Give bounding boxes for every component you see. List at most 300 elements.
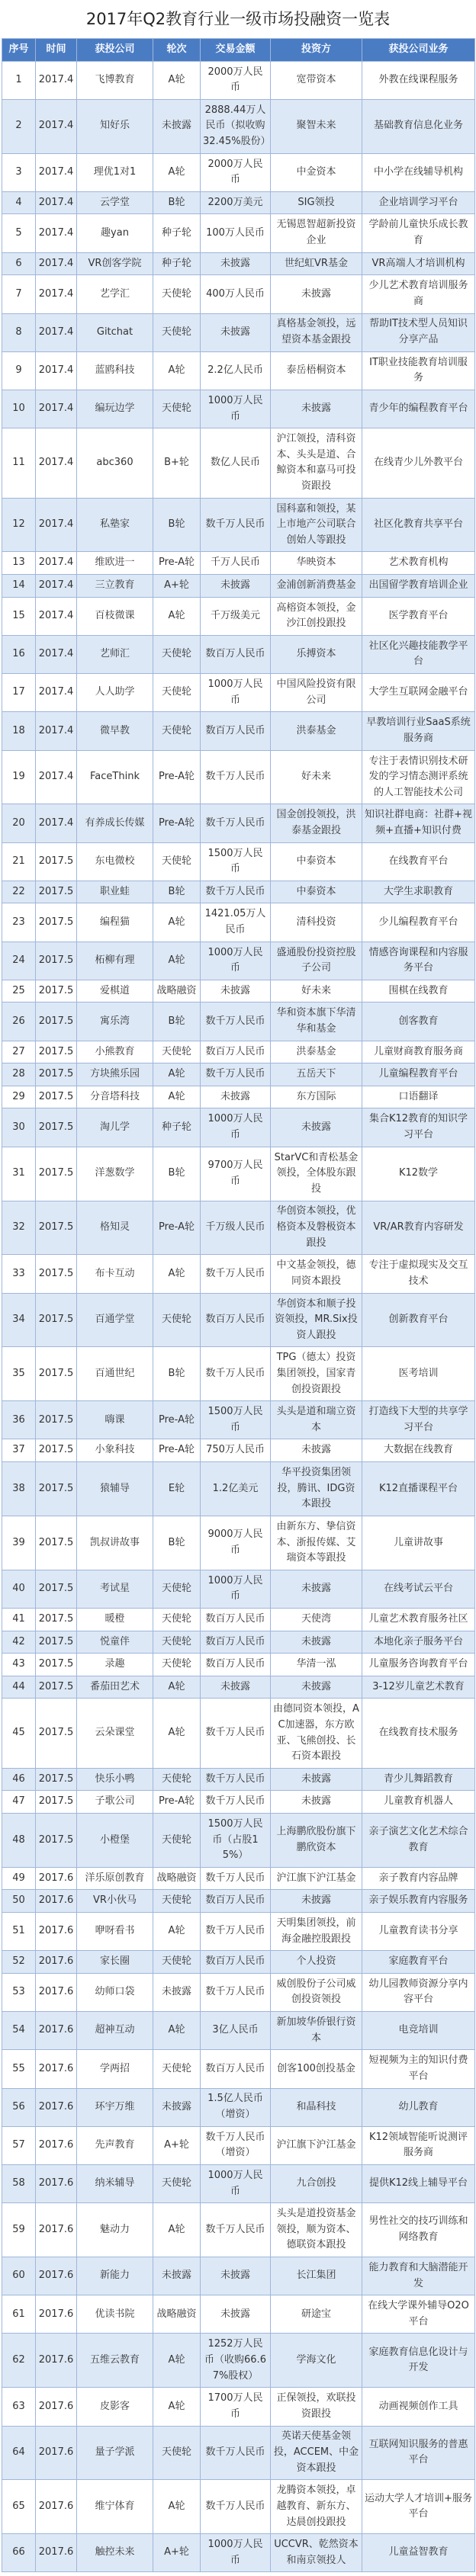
cell-round: 战略融资 <box>153 980 201 1002</box>
cell-index: 26 <box>2 1002 36 1041</box>
cell-date: 2017.4 <box>36 252 77 275</box>
cell-round: 天使轮 <box>153 1814 201 1868</box>
cell-date: 2017.5 <box>36 1147 77 1201</box>
cell-amount: 未披露 <box>201 2257 271 2295</box>
cell-round: A+轮 <box>153 2534 201 2572</box>
cell-investor: 由新东方、挚信资本、浙报传媒、艾瑞资本等跟投 <box>271 1516 362 1570</box>
cell-index: 59 <box>2 2203 36 2257</box>
cell-investor: 天使湾 <box>271 1608 362 1631</box>
cell-date: 2017.6 <box>36 2388 77 2426</box>
cell-company: Gitchat <box>77 313 153 351</box>
cell-company: 有养成长传媒 <box>77 804 153 842</box>
cell-index: 50 <box>2 1890 36 1913</box>
cell-amount: 未披露 <box>201 2295 271 2334</box>
cell-amount: 数千万人民币 <box>201 1063 271 1086</box>
cell-round: B轮 <box>153 1347 201 1401</box>
cell-business: 青少儿舞蹈教育 <box>362 1768 475 1791</box>
cell-business: 艺术教育机构 <box>362 552 475 575</box>
table-row <box>2 597 475 635</box>
cell-index: 52 <box>2 1951 36 1974</box>
table-row <box>2 2257 475 2295</box>
column-header-business: 获投公司业务 <box>362 39 475 62</box>
cell-amount: 2888.44万人民币（拟收购32.45%股份） <box>201 99 271 153</box>
cell-date: 2017.6 <box>36 2203 77 2257</box>
cell-investor: 中国风险投资有限公司 <box>271 674 362 712</box>
cell-investor: 未披露 <box>271 1570 362 1608</box>
cell-investor: 未披露 <box>271 275 362 313</box>
cell-business: 创客教育 <box>362 1002 475 1041</box>
cell-amount: 1000万人民币 <box>201 1108 271 1147</box>
cell-business: 少儿编程教育平台 <box>362 903 475 942</box>
cell-company: 悦童伴 <box>77 1631 153 1654</box>
cell-business: 口语翻译 <box>362 1086 475 1108</box>
cell-investor: 未披露 <box>271 1768 362 1791</box>
cell-index: 13 <box>2 552 36 575</box>
cell-index: 18 <box>2 712 36 750</box>
cell-date: 2017.5 <box>36 1108 77 1147</box>
cell-amount: 数千万人民币 <box>201 1913 271 1951</box>
cell-amount: 750万人民币 <box>201 1439 271 1462</box>
cell-index: 16 <box>2 635 36 673</box>
cell-round: 天使轮 <box>153 842 201 881</box>
cell-index: 63 <box>2 2388 36 2426</box>
cell-date: 2017.6 <box>36 2050 77 2088</box>
table-row <box>2 1086 475 1108</box>
cell-business: IT职业技能教育培训服务 <box>362 351 475 390</box>
cell-index: 17 <box>2 674 36 712</box>
cell-index: 33 <box>2 1255 36 1293</box>
cell-index: 20 <box>2 804 36 842</box>
cell-round: 战略融资 <box>153 1867 201 1890</box>
cell-index: 19 <box>2 750 36 804</box>
cell-business: 中小学在线辅导机构 <box>362 153 475 191</box>
cell-company: 洋乐原创教育 <box>77 1867 153 1890</box>
cell-business: 儿童益智教育 <box>362 2534 475 2572</box>
cell-amount: 100万人民币 <box>201 214 271 252</box>
cell-business: 幼儿园教师资源分享内容平台 <box>362 1973 475 2011</box>
cell-business: 在线教育技术服务 <box>362 1699 475 1768</box>
cell-company: 百通学堂 <box>77 1293 153 1347</box>
table-row <box>2 428 475 498</box>
cell-investor: 新加坡华侨银行资本 <box>271 2012 362 2050</box>
cell-index: 46 <box>2 1768 36 1791</box>
cell-investor: 宽带资本 <box>271 61 362 99</box>
cell-company: 考试星 <box>77 1570 153 1608</box>
table-row <box>2 804 475 842</box>
cell-business: 在线青少儿外教平台 <box>362 428 475 498</box>
cell-business: 儿童教育机器人 <box>362 1791 475 1814</box>
cell-date: 2017.5 <box>36 1676 77 1699</box>
cell-index: 3 <box>2 153 36 191</box>
cell-round: A+轮 <box>153 575 201 598</box>
cell-date: 2017.6 <box>36 2257 77 2295</box>
cell-business: 动画视频创作工具 <box>362 2388 475 2426</box>
cell-investor: 学海文化 <box>271 2334 362 2388</box>
cell-round: Pre-A轮 <box>153 552 201 575</box>
cell-company: 量子学派 <box>77 2426 153 2480</box>
table-row <box>2 575 475 598</box>
cell-business: 男性社交的技巧训练和网络教育 <box>362 2203 475 2257</box>
cell-business: 儿童讲故事 <box>362 1516 475 1570</box>
cell-business: 基础教育信息化业务 <box>362 99 475 153</box>
cell-index: 22 <box>2 881 36 903</box>
cell-amount: 数千万人民币（增资） <box>201 2126 271 2164</box>
cell-investor: 华创资本领投，优格资本及磐极资本跟投 <box>271 1201 362 1255</box>
cell-company: 格知灵 <box>77 1201 153 1255</box>
cell-round: A轮 <box>153 597 201 635</box>
cell-round: 天使轮 <box>153 1890 201 1913</box>
cell-amount: 1.5亿人民币（增资） <box>201 2088 271 2126</box>
table-row <box>2 2203 475 2257</box>
cell-round: A轮 <box>153 1676 201 1699</box>
cell-amount: 2000万人民币 <box>201 153 271 191</box>
cell-date: 2017.5 <box>36 1086 77 1108</box>
cell-business: 家庭教育平台 <box>362 1951 475 1974</box>
cell-amount: 未披露 <box>201 1676 271 1699</box>
cell-index: 44 <box>2 1676 36 1699</box>
cell-index: 36 <box>2 1401 36 1439</box>
table-row <box>2 1293 475 1347</box>
cell-index: 55 <box>2 2050 36 2088</box>
cell-date: 2017.5 <box>36 881 77 903</box>
cell-date: 2017.4 <box>36 750 77 804</box>
table-row <box>2 2334 475 2388</box>
cell-round: 种子轮 <box>153 214 201 252</box>
table-row <box>2 1631 475 1654</box>
cell-business: 帮助IT技术型人员知识分享产品 <box>362 313 475 351</box>
cell-round: 天使轮 <box>153 1608 201 1631</box>
cell-company: 趣yan <box>77 214 153 252</box>
cell-round: 天使轮 <box>153 1041 201 1063</box>
cell-index: 56 <box>2 2088 36 2126</box>
cell-round: Pre-A轮 <box>153 1439 201 1462</box>
cell-business: 儿童艺术教育服务社区 <box>362 1608 475 1631</box>
cell-investor: 未披露 <box>271 1890 362 1913</box>
cell-amount: 2000万人民币 <box>201 61 271 99</box>
cell-business: 亲子教育内容品牌 <box>362 1867 475 1890</box>
cell-round: 天使轮 <box>153 1570 201 1608</box>
cell-investor: 英诺天使基金领投，ACCEM、中金资本跟投 <box>271 2426 362 2480</box>
cell-index: 11 <box>2 428 36 498</box>
cell-business: 亲子演艺文化艺术综合教育 <box>362 1814 475 1868</box>
table-row <box>2 1063 475 1086</box>
cell-company: 编程猫 <box>77 903 153 942</box>
table-row <box>2 1890 475 1913</box>
cell-date: 2017.6 <box>36 1867 77 1890</box>
cell-date: 2017.5 <box>36 1201 77 1255</box>
table-row <box>2 1814 475 1868</box>
cell-company: 小象科技 <box>77 1439 153 1462</box>
cell-date: 2017.5 <box>36 903 77 942</box>
financing-table <box>2 38 475 2572</box>
cell-date: 2017.5 <box>36 1570 77 1608</box>
cell-amount: 数亿人民币 <box>201 428 271 498</box>
cell-amount: 9700万人民币 <box>201 1147 271 1201</box>
table-row <box>2 2295 475 2334</box>
cell-round: 未披露 <box>153 99 201 153</box>
cell-company: 五维云教育 <box>77 2334 153 2388</box>
cell-index: 21 <box>2 842 36 881</box>
cell-investor: 未披露 <box>271 1676 362 1699</box>
cell-investor: 华平投资集团领投，腾讯、IDG资本跟投 <box>271 1462 362 1516</box>
cell-company: 优读书院 <box>77 2295 153 2334</box>
cell-date: 2017.5 <box>36 1439 77 1462</box>
cell-business: 企业培训学习平台 <box>362 191 475 214</box>
cell-index: 24 <box>2 942 36 980</box>
cell-date: 2017.5 <box>36 1041 77 1063</box>
cell-company: 猿辅导 <box>77 1462 153 1516</box>
cell-index: 66 <box>2 2534 36 2572</box>
cell-company: 嗨课 <box>77 1401 153 1439</box>
cell-index: 15 <box>2 597 36 635</box>
cell-business: 创新教育平台 <box>362 1293 475 1347</box>
cell-business: 电竞培训 <box>362 2012 475 2050</box>
cell-date: 2017.4 <box>36 712 77 750</box>
cell-date: 2017.4 <box>36 99 77 153</box>
cell-index: 6 <box>2 252 36 275</box>
cell-investor: StarVC和青松基金领投，全体股东跟投 <box>271 1147 362 1201</box>
cell-amount: 9000万人民币 <box>201 1516 271 1570</box>
cell-company: 爱棋道 <box>77 980 153 1002</box>
cell-company: 寓乐湾 <box>77 1002 153 1041</box>
cell-index: 60 <box>2 2257 36 2295</box>
cell-date: 2017.4 <box>36 275 77 313</box>
cell-index: 41 <box>2 1608 36 1631</box>
cell-investor: 真格基金领投，远望资本基金跟投 <box>271 313 362 351</box>
cell-amount: 数千万人民币 <box>201 498 271 552</box>
cell-round: 未披露 <box>153 2257 201 2295</box>
cell-investor: 中金资本 <box>271 153 362 191</box>
cell-date: 2017.4 <box>36 153 77 191</box>
cell-company: 维宁体育 <box>77 2480 153 2534</box>
cell-amount: 1.2亿美元 <box>201 1462 271 1516</box>
cell-company: 艺学汇 <box>77 275 153 313</box>
table-row <box>2 2534 475 2572</box>
cell-business: 出国留学教育培训企业 <box>362 575 475 598</box>
cell-business: 专注于虚拟现实及交互技术 <box>362 1255 475 1293</box>
cell-round: 天使轮 <box>153 674 201 712</box>
cell-date: 2017.4 <box>36 191 77 214</box>
cell-business: 打造线下大型的共享学习平台 <box>362 1401 475 1439</box>
cell-amount: 未披露 <box>201 252 271 275</box>
cell-company: 触控未来 <box>77 2534 153 2572</box>
cell-date: 2017.4 <box>36 214 77 252</box>
table-row <box>2 903 475 942</box>
cell-company: 方块熊乐园 <box>77 1063 153 1086</box>
cell-round: 天使轮 <box>153 635 201 673</box>
cell-index: 62 <box>2 2334 36 2388</box>
table-row <box>2 2426 475 2480</box>
cell-index: 1 <box>2 61 36 99</box>
cell-round: 天使轮 <box>153 2426 201 2480</box>
cell-investor: 长江集团 <box>271 2257 362 2295</box>
table-row <box>2 2164 475 2202</box>
table-row <box>2 1147 475 1201</box>
table-row <box>2 390 475 428</box>
cell-amount: 数百万人民币 <box>201 712 271 750</box>
cell-date: 2017.5 <box>36 1462 77 1516</box>
cell-investor: 威创股份子公司威创投资领投 <box>271 1973 362 2011</box>
cell-company: 子歌公司 <box>77 1791 153 1814</box>
cell-round: A轮 <box>153 153 201 191</box>
table-row <box>2 980 475 1002</box>
table-row <box>2 1768 475 1791</box>
cell-index: 54 <box>2 2012 36 2050</box>
cell-round: A轮 <box>153 2334 201 2388</box>
table-row <box>2 712 475 750</box>
cell-date: 2017.4 <box>36 635 77 673</box>
cell-company: 微早教 <box>77 712 153 750</box>
cell-date: 2017.4 <box>36 428 77 498</box>
cell-company: 布卡互动 <box>77 1255 153 1293</box>
cell-amount: 数百万人民币 <box>201 1293 271 1347</box>
cell-company: 魅动力 <box>77 2203 153 2257</box>
column-header-company: 获投公司 <box>77 39 153 62</box>
cell-business: 亲子娱乐教育内容服务 <box>362 1890 475 1913</box>
cell-index: 37 <box>2 1439 36 1462</box>
cell-amount: 1500万人民币（占股15%） <box>201 1814 271 1868</box>
table-row <box>2 1791 475 1814</box>
cell-amount: 数千万人民币 <box>201 2203 271 2257</box>
cell-company: 超神互动 <box>77 2012 153 2050</box>
cell-business: 短视频为主的知识付费平台 <box>362 2050 475 2088</box>
cell-date: 2017.5 <box>36 1791 77 1814</box>
table-row <box>2 1462 475 1516</box>
table-row <box>2 1347 475 1401</box>
cell-amount: 数千万人民币 <box>201 750 271 804</box>
table-row <box>2 1041 475 1063</box>
cell-amount: 数千万人民币 <box>201 1973 271 2011</box>
cell-investor: 创客100创投基金 <box>271 2050 362 2088</box>
cell-index: 58 <box>2 2164 36 2202</box>
cell-date: 2017.6 <box>36 2480 77 2534</box>
cell-round: E轮 <box>153 1462 201 1516</box>
cell-investor: 和晶科技 <box>271 2088 362 2126</box>
cell-index: 34 <box>2 1293 36 1347</box>
cell-business: 3-12岁儿童艺术教育 <box>362 1676 475 1699</box>
cell-company: 番茄田艺术 <box>77 1676 153 1699</box>
cell-date: 2017.6 <box>36 1913 77 1951</box>
cell-company: 录趣 <box>77 1654 153 1676</box>
cell-business: 能力教育和大脑潜能开发 <box>362 2257 475 2295</box>
table-row <box>2 1516 475 1570</box>
cell-index: 2 <box>2 99 36 153</box>
table-row <box>2 61 475 99</box>
cell-index: 12 <box>2 498 36 552</box>
column-header-investor: 投资方 <box>271 39 362 62</box>
cell-company: 东电微校 <box>77 842 153 881</box>
cell-business: 早教培训行业SaaS系统服务商 <box>362 712 475 750</box>
cell-investor: 研途宝 <box>271 2295 362 2334</box>
cell-date: 2017.5 <box>36 1255 77 1293</box>
cell-business: 运动大学人才培训+服务平台 <box>362 2480 475 2534</box>
cell-business: K12领域智能听说测评服务商 <box>362 2126 475 2164</box>
cell-index: 39 <box>2 1516 36 1570</box>
cell-business: 学龄前儿童快乐成长教育 <box>362 214 475 252</box>
cell-date: 2017.5 <box>36 1516 77 1570</box>
cell-round: A轮 <box>153 2480 201 2534</box>
cell-investor: 未披露 <box>271 1791 362 1814</box>
cell-index: 9 <box>2 351 36 390</box>
cell-date: 2017.6 <box>36 1951 77 1974</box>
cell-company: 学两招 <box>77 2050 153 2088</box>
cell-round: A轮 <box>153 2203 201 2257</box>
column-header-date: 时间 <box>36 39 77 62</box>
cell-company: VR创客学院 <box>77 252 153 275</box>
cell-amount: 2.2亿人民币 <box>201 351 271 390</box>
cell-investor: 中文基金领投，德同资本跟投 <box>271 1255 362 1293</box>
cell-round: A轮 <box>153 1699 201 1768</box>
cell-business: 在线教育平台 <box>362 842 475 881</box>
cell-investor: 好未来 <box>271 750 362 804</box>
cell-company: 三立教育 <box>77 575 153 598</box>
cell-amount: 1000万人民币 <box>201 390 271 428</box>
cell-amount: 2200万美元 <box>201 191 271 214</box>
cell-index: 23 <box>2 903 36 942</box>
cell-round: 天使轮 <box>153 1293 201 1347</box>
cell-company: 纳米辅导 <box>77 2164 153 2202</box>
cell-round: 天使轮 <box>153 313 201 351</box>
cell-round: 天使轮 <box>153 1768 201 1791</box>
cell-company: 暖橙 <box>77 1608 153 1631</box>
table-row <box>2 942 475 980</box>
cell-company: 快乐小鸭 <box>77 1768 153 1791</box>
cell-index: 29 <box>2 1086 36 1108</box>
cell-date: 2017.6 <box>36 2295 77 2334</box>
cell-investor: 由德同资本领投，AC加速器，东方欧亚、飞熊创投、长石资本跟投 <box>271 1699 362 1768</box>
cell-investor: 个人投资 <box>271 1951 362 1974</box>
cell-round: B轮 <box>153 881 201 903</box>
cell-round: 天使轮 <box>153 275 201 313</box>
cell-investor: 清科投资 <box>271 903 362 942</box>
table-row <box>2 674 475 712</box>
cell-round: 天使轮 <box>153 1631 201 1654</box>
cell-investor: 中泰资本 <box>271 842 362 881</box>
cell-business: 外教在线课程服务 <box>362 61 475 99</box>
cell-amount: 1500万人民币 <box>201 1401 271 1439</box>
cell-index: 40 <box>2 1570 36 1608</box>
cell-amount: 3亿人民币 <box>201 2012 271 2050</box>
cell-company: VR小伙马 <box>77 1890 153 1913</box>
cell-company: 新能力 <box>77 2257 153 2295</box>
table-row <box>2 1654 475 1676</box>
cell-index: 31 <box>2 1147 36 1201</box>
cell-date: 2017.4 <box>36 804 77 842</box>
cell-business: 集合K12教育的知识学习平台 <box>362 1108 475 1147</box>
cell-date: 2017.5 <box>36 1608 77 1631</box>
cell-amount: 数千万人民币 <box>201 2426 271 2480</box>
cell-business: 家庭教育信息化设计与开发 <box>362 2334 475 2388</box>
cell-amount: 数千万人民币 <box>201 1768 271 1791</box>
cell-date: 2017.4 <box>36 674 77 712</box>
cell-amount: 400万人民币 <box>201 275 271 313</box>
cell-date: 2017.5 <box>36 942 77 980</box>
cell-company: 家长圈 <box>77 1951 153 1974</box>
cell-amount: 1500万人民币 <box>201 842 271 881</box>
cell-business: VR/AR教育内容研发 <box>362 1201 475 1255</box>
cell-date: 2017.5 <box>36 1293 77 1347</box>
cell-date: 2017.4 <box>36 552 77 575</box>
cell-round: B+轮 <box>153 428 201 498</box>
cell-date: 2017.5 <box>36 1814 77 1868</box>
cell-business: 儿童服务咨询教育平台 <box>362 1654 475 1676</box>
table-row <box>2 1973 475 2011</box>
table-body <box>2 61 475 2572</box>
table-row <box>2 1867 475 1890</box>
cell-index: 47 <box>2 1791 36 1814</box>
cell-amount: 数千万人民币 <box>201 1002 271 1041</box>
cell-date: 2017.6 <box>36 2088 77 2126</box>
